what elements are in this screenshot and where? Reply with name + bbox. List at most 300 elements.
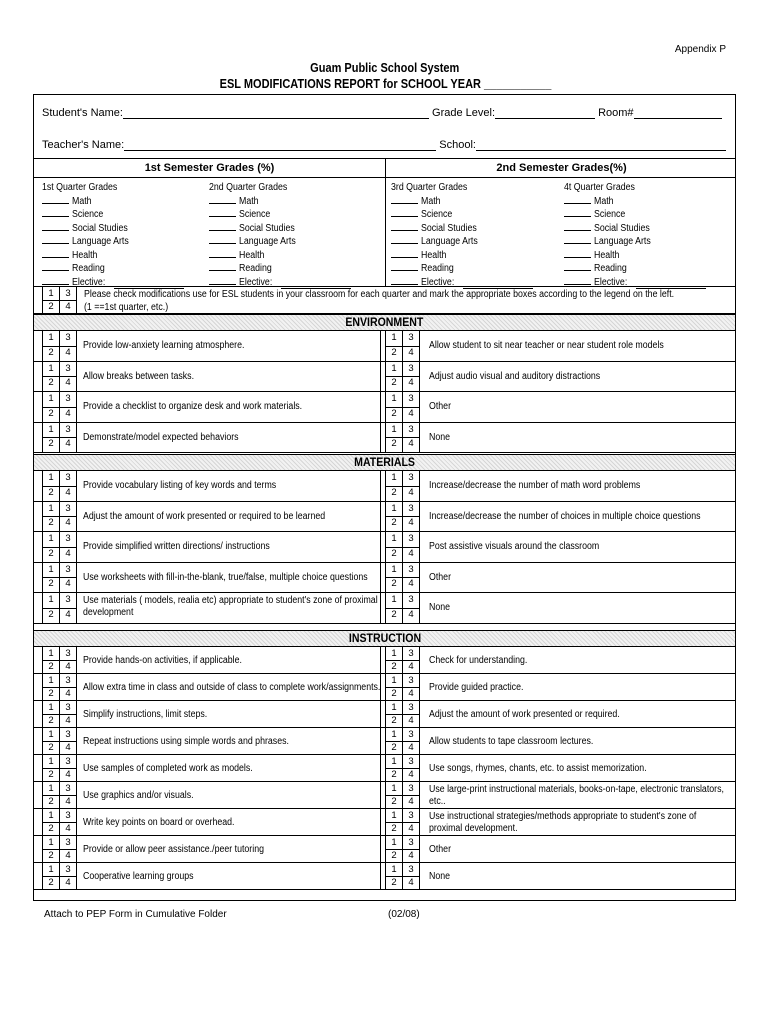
quarter-box-b[interactable]: 3 — [403, 392, 420, 407]
quarter-box-c[interactable]: 2 — [386, 547, 403, 562]
quarter-box-c[interactable]: 2 — [43, 486, 60, 501]
quarter-checkbox-grid — [385, 502, 419, 532]
grade-blank[interactable] — [391, 249, 418, 258]
quarter-box-a[interactable]: 1 — [43, 331, 60, 346]
quarter-box-a[interactable]: 1 — [43, 755, 60, 768]
quarter-box-d[interactable]: 4 — [60, 577, 77, 592]
subject-grade-item — [209, 222, 351, 236]
subject-grade-item — [209, 195, 351, 209]
grade-level-field[interactable] — [495, 107, 595, 119]
quarter-box-c[interactable]: 2 — [43, 795, 60, 808]
quarter-box-c[interactable]: 2 — [43, 687, 60, 700]
quarter-box-c[interactable]: 2 — [386, 876, 403, 889]
quarter-box-d[interactable]: 4 — [403, 849, 420, 862]
subject-grade-item — [564, 208, 706, 222]
modification-right-label: Check for understanding. — [429, 654, 528, 666]
quarter-box-b[interactable]: 3 — [60, 331, 77, 346]
modification-row — [34, 836, 735, 863]
quarter-box-b[interactable]: 3 — [403, 647, 420, 660]
grade-blank[interactable] — [564, 262, 591, 271]
quarter-box-d[interactable]: 4 — [403, 714, 420, 727]
quarter-box-b[interactable]: 3 — [60, 287, 77, 300]
quarter-box-d[interactable]: 4 — [403, 660, 420, 673]
quarter-box-c[interactable]: 2 — [43, 547, 60, 562]
subject-label: Elective: — [594, 276, 628, 288]
modification-left-label: Use samples of completed work as models. — [83, 762, 253, 774]
subject-label: Reading — [421, 263, 454, 274]
quarter-box-c[interactable]: 2 — [386, 660, 403, 673]
quarter-checkbox-grid — [385, 863, 419, 889]
quarter-box-a[interactable]: 1 — [43, 728, 60, 741]
modification-left-label: Provide low-anxiety learning atmosphere. — [83, 340, 245, 352]
grade-blank[interactable] — [42, 195, 69, 204]
quarter-checkbox-grid — [42, 593, 76, 623]
quarter-box-a[interactable]: 1 — [386, 782, 403, 795]
grade-blank[interactable] — [564, 235, 591, 244]
grade-blank[interactable] — [391, 276, 418, 285]
quarter-box-a[interactable]: 1 — [43, 563, 60, 578]
grade-blank[interactable] — [42, 235, 69, 244]
quarter-box-c[interactable]: 2 — [43, 714, 60, 727]
school-field[interactable] — [476, 139, 726, 151]
quarter-box-b[interactable]: 3 — [403, 782, 420, 795]
quarter-box-a[interactable]: 1 — [386, 331, 403, 346]
quarter-box-b[interactable]: 3 — [403, 836, 420, 849]
quarter-box-a[interactable]: 1 — [386, 647, 403, 660]
room-label: Room# — [598, 107, 634, 119]
grade-blank[interactable] — [564, 222, 591, 231]
quarter-box-c[interactable]: 2 — [386, 516, 403, 531]
quarter-box-d[interactable]: 4 — [403, 547, 420, 562]
quarter-box-c[interactable]: 2 — [386, 376, 403, 391]
modification-left-label: Use worksheets with fill-in-the-blank, true/false, multiple choice questions — [83, 571, 368, 583]
grade-blank[interactable] — [209, 249, 236, 258]
quarter-box-a[interactable]: 1 — [43, 471, 60, 486]
grade-blank[interactable] — [391, 222, 418, 231]
second-semester-title: 2nd Semester Grades(%) — [496, 162, 627, 174]
quarter-box-b[interactable]: 3 — [403, 423, 420, 438]
grade-blank[interactable] — [391, 208, 418, 217]
subject-label: Language Arts — [594, 236, 651, 247]
modification-row — [34, 674, 735, 701]
quarter-box-c[interactable]: 2 — [43, 876, 60, 889]
quarter-box-b[interactable]: 3 — [60, 863, 77, 876]
quarter-box-c[interactable]: 2 — [386, 687, 403, 700]
modification-right-label: None — [429, 870, 451, 882]
quarter-box-b[interactable]: 3 — [60, 423, 77, 438]
quarter-box-c[interactable]: 2 — [43, 577, 60, 592]
quarter-box-d[interactable]: 4 — [403, 741, 420, 754]
quarter-box-b[interactable]: 3 — [403, 701, 420, 714]
quarter-box-b[interactable]: 3 — [60, 701, 77, 714]
quarter-box-b[interactable]: 3 — [60, 362, 77, 377]
subject-grade-item — [564, 195, 706, 209]
quarter-checkbox-grid — [42, 647, 76, 673]
quarter-box-b[interactable]: 3 — [60, 836, 77, 849]
quarter-box-a[interactable]: 1 — [386, 423, 403, 438]
subject-grade-item — [391, 235, 533, 249]
quarter-box-c[interactable]: 2 — [386, 608, 403, 623]
grade-blank[interactable] — [564, 195, 591, 204]
quarter-box-b[interactable]: 3 — [60, 471, 77, 486]
school-label: School: — [439, 139, 476, 151]
quarter-box-c[interactable]: 2 — [43, 300, 60, 313]
quarter-box-c[interactable]: 2 — [386, 822, 403, 835]
quarter-column-4 — [564, 181, 706, 289]
quarter-box-d[interactable]: 4 — [403, 346, 420, 361]
subject-grade-item — [42, 262, 184, 276]
grade-blank[interactable] — [209, 222, 236, 231]
quarter-box-c[interactable]: 2 — [43, 407, 60, 422]
subject-label: Science — [594, 209, 626, 220]
legend-instructions: Please check modifications use for ESL students in your classroom for each quarter and mark the appropriate boxes according to the legend on the left. — [84, 289, 675, 300]
quarter-checkbox-grid — [385, 755, 419, 781]
grade-blank[interactable] — [564, 208, 591, 217]
quarter-box-c[interactable]: 2 — [386, 714, 403, 727]
quarter-box-b[interactable]: 3 — [403, 593, 420, 608]
quarter-box-b[interactable]: 3 — [60, 392, 77, 407]
quarter-checkbox-grid — [42, 423, 76, 453]
modification-right-label: None — [429, 602, 451, 614]
quarter-box-c[interactable]: 2 — [43, 849, 60, 862]
quarter-box-b[interactable]: 3 — [403, 502, 420, 517]
quarter-column-3 — [391, 181, 533, 289]
subject-label: Language Arts — [239, 236, 296, 247]
grade-blank[interactable] — [564, 276, 591, 285]
student-name-field[interactable] — [123, 107, 429, 119]
subject-label: Social Studies — [72, 222, 128, 234]
quarter-box-a[interactable]: 1 — [386, 701, 403, 714]
modification-right-label: Increase/decrease the number of choices in multiple choice questions — [429, 510, 701, 522]
quarter-box-b[interactable]: 3 — [60, 502, 77, 517]
grade-blank[interactable] — [209, 262, 236, 271]
quarter-box-a[interactable]: 1 — [43, 674, 60, 687]
grade-blank[interactable] — [42, 222, 69, 231]
modification-row — [34, 532, 735, 563]
subject-label: Health — [239, 249, 265, 261]
quarter-box-a[interactable]: 1 — [386, 755, 403, 768]
quarter-box-c[interactable]: 2 — [43, 437, 60, 452]
quarter-box-b[interactable]: 3 — [60, 647, 77, 660]
subject-label: Language Arts — [421, 236, 478, 247]
subject-label: Health — [421, 249, 447, 261]
modification-left-label: Allow extra time in class and outside of class to complete work/assignments. — [83, 681, 381, 693]
modification-left-label: Demonstrate/model expected behaviors — [83, 431, 239, 443]
section-header-instruction: INSTRUCTION — [34, 630, 735, 647]
quarter-box-b[interactable]: 3 — [60, 532, 77, 547]
quarter-box-a[interactable]: 1 — [43, 423, 60, 438]
teacher-name-field[interactable] — [124, 139, 436, 151]
quarter-box-d[interactable]: 4 — [60, 687, 77, 700]
quarter-box-b[interactable]: 3 — [60, 755, 77, 768]
subject-grade-item — [209, 262, 351, 276]
subject-grade-item — [564, 262, 706, 276]
quarter-checkbox-grid — [42, 532, 76, 562]
legend-row — [34, 286, 735, 314]
quarter-box-d[interactable]: 4 — [403, 437, 420, 452]
quarter-box-b[interactable]: 3 — [60, 809, 77, 822]
subject-label: Science — [421, 209, 453, 220]
subject-label: Social Studies — [594, 222, 650, 234]
quarter-box-c[interactable]: 2 — [386, 486, 403, 501]
subject-label: Elective: — [72, 276, 106, 288]
quarter-checkbox-grid — [42, 362, 76, 392]
quarter-box-d[interactable]: 4 — [60, 407, 77, 422]
grade-blank[interactable] — [391, 195, 418, 204]
quarter-box-b[interactable]: 3 — [403, 728, 420, 741]
quarter-box-b[interactable]: 3 — [60, 674, 77, 687]
quarter-box-c[interactable]: 2 — [43, 741, 60, 754]
quarter-box-d[interactable]: 4 — [403, 687, 420, 700]
subject-grade-item — [209, 249, 351, 263]
quarter-box-a[interactable]: 1 — [43, 647, 60, 660]
quarter-checkbox-grid — [385, 836, 419, 862]
quarter-box-d[interactable]: 4 — [60, 516, 77, 531]
quarter-box-c[interactable]: 2 — [386, 407, 403, 422]
quarter-box-a[interactable]: 1 — [386, 593, 403, 608]
quarter-box-a[interactable]: 1 — [43, 532, 60, 547]
quarter-box-d[interactable]: 4 — [60, 822, 77, 835]
quarter-box-d[interactable]: 4 — [403, 608, 420, 623]
subject-grade-item — [391, 222, 533, 236]
quarter-checkbox-grid — [42, 471, 76, 501]
modification-left-label: Provide hands-on activities, if applicable. — [83, 654, 242, 666]
quarter-box-a[interactable]: 1 — [43, 362, 60, 377]
quarter-box-d[interactable]: 4 — [60, 437, 77, 452]
quarter-box-a[interactable]: 1 — [386, 532, 403, 547]
modification-right-label: Adjust the amount of work presented or required. — [429, 708, 620, 720]
teacher-name-label: Teacher's Name: — [42, 139, 125, 151]
modification-left-label: Allow breaks between tasks. — [83, 370, 195, 382]
quarter-column-2 — [209, 181, 351, 289]
modification-right-label: Increase/decrease the number of math word problems — [429, 480, 641, 492]
modification-left-label: Provide a checklist to organize desk and work materials. — [83, 401, 303, 413]
quarter-box-a[interactable]: 1 — [386, 836, 403, 849]
quarter-box-a[interactable]: 1 — [43, 863, 60, 876]
modification-left-label: Simplify instructions, limit steps. — [83, 708, 208, 720]
modification-right-label: Allow students to tape classroom lectures. — [429, 735, 594, 747]
form-title-line2: ESL MODIFICATIONS REPORT for SCHOOL YEAR ___________ — [219, 77, 551, 91]
quarter-checkbox-grid — [42, 563, 76, 593]
quarter-box-d[interactable]: 4 — [60, 714, 77, 727]
quarter-box-a[interactable]: 1 — [43, 392, 60, 407]
modification-right-label: Other — [429, 401, 452, 413]
quarter-checkbox-grid — [42, 502, 76, 532]
quarter-box-b[interactable]: 3 — [403, 563, 420, 578]
subject-label: Social Studies — [239, 222, 295, 234]
subject-grade-item — [42, 208, 184, 222]
quarter-box-d[interactable]: 4 — [403, 822, 420, 835]
quarter-box-b[interactable]: 3 — [403, 863, 420, 876]
legend-key: (1 ==1st quarter, etc.) — [84, 302, 169, 313]
grade-blank[interactable] — [209, 208, 236, 217]
subject-label: Science — [72, 209, 104, 220]
quarter-box-b[interactable]: 3 — [403, 674, 420, 687]
semester-header-row — [34, 158, 735, 178]
modification-right-label: Allow student to sit near teacher or near student role models — [429, 340, 664, 352]
quarter-box-b[interactable]: 3 — [403, 362, 420, 377]
quarter-box-a[interactable]: 1 — [43, 809, 60, 822]
quarter-box-c[interactable]: 2 — [386, 768, 403, 781]
quarter-box-c[interactable]: 2 — [386, 741, 403, 754]
quarter-checkbox-grid — [385, 532, 419, 562]
quarter-box-b[interactable]: 3 — [403, 532, 420, 547]
quarter-box-d[interactable]: 4 — [60, 660, 77, 673]
modification-right-label: Post assistive visuals around the classroom — [429, 541, 600, 553]
quarter-title: 4t Quarter Grades — [564, 182, 635, 193]
grade-blank[interactable] — [391, 235, 418, 244]
quarter-box-d[interactable]: 4 — [60, 849, 77, 862]
modification-right-label: None — [429, 431, 451, 443]
quarter-title: 1st Quarter Grades — [42, 182, 118, 193]
modification-right-label: Provide guided practice. — [429, 681, 524, 693]
quarter-box-d[interactable]: 4 — [60, 300, 77, 313]
quarter-box-a[interactable]: 1 — [43, 782, 60, 795]
footer-note: Attach to PEP Form in Cumulative Folder — [44, 909, 227, 920]
subject-grade-item — [42, 222, 184, 236]
quarter-box-c[interactable]: 2 — [43, 768, 60, 781]
quarter-box-d[interactable]: 4 — [60, 547, 77, 562]
quarter-box-c[interactable]: 2 — [43, 822, 60, 835]
modification-row — [34, 423, 735, 454]
quarter-box-b[interactable]: 3 — [60, 782, 77, 795]
quarter-box-d[interactable]: 4 — [403, 876, 420, 889]
grade-blank[interactable] — [42, 262, 69, 271]
quarter-box-d[interactable]: 4 — [403, 376, 420, 391]
modification-right-label: Adjust audio visual and auditory distractions — [429, 370, 601, 382]
subject-label: Language Arts — [72, 236, 129, 247]
grade-blank[interactable] — [42, 249, 69, 258]
quarter-box-c[interactable]: 2 — [43, 660, 60, 673]
quarter-box-b[interactable]: 3 — [403, 471, 420, 486]
first-semester-title: 1st Semester Grades (%) — [144, 162, 275, 174]
quarter-box-d[interactable]: 4 — [60, 876, 77, 889]
quarter-box-a[interactable]: 1 — [386, 392, 403, 407]
room-field[interactable] — [634, 107, 722, 119]
quarter-box-d[interactable]: 4 — [60, 376, 77, 391]
subject-grade-item — [42, 195, 184, 209]
grade-blank[interactable] — [42, 208, 69, 217]
modification-row — [34, 362, 735, 393]
quarter-box-a[interactable]: 1 — [386, 502, 403, 517]
quarter-box-a[interactable]: 1 — [43, 593, 60, 608]
subject-grade-item — [391, 249, 533, 263]
quarter-column-1 — [42, 181, 184, 289]
grade-blank[interactable] — [42, 276, 69, 285]
subject-grade-item — [564, 222, 706, 236]
quarter-box-d[interactable]: 4 — [60, 768, 77, 781]
student-info-line — [42, 107, 727, 119]
quarter-box-a[interactable]: 1 — [386, 809, 403, 822]
quarter-box-d[interactable]: 4 — [403, 795, 420, 808]
quarter-box-b[interactable]: 3 — [60, 593, 77, 608]
quarter-box-d[interactable]: 4 — [403, 486, 420, 501]
quarter-box-c[interactable]: 2 — [386, 849, 403, 862]
quarter-checkbox-grid — [42, 674, 76, 700]
quarter-box-b[interactable]: 3 — [403, 809, 420, 822]
quarter-box-d[interactable]: 4 — [60, 346, 77, 361]
quarter-checkbox-grid — [385, 362, 419, 392]
subject-label: Elective: — [421, 276, 455, 288]
quarter-checkbox-grid — [385, 471, 419, 501]
modification-row — [34, 728, 735, 755]
quarter-box-c[interactable]: 2 — [43, 346, 60, 361]
quarter-box-c[interactable]: 2 — [386, 577, 403, 592]
quarter-box-d[interactable]: 4 — [60, 486, 77, 501]
modification-row — [34, 755, 735, 782]
quarter-box-a[interactable]: 1 — [386, 563, 403, 578]
quarter-box-a[interactable]: 1 — [386, 471, 403, 486]
footer-date: (02/08) — [388, 909, 420, 920]
quarter-box-c[interactable]: 2 — [43, 608, 60, 623]
quarter-box-a[interactable]: 1 — [386, 728, 403, 741]
modification-right-label: Other — [429, 571, 452, 583]
modification-right-label: Use songs, rhymes, chants, etc. to assist memorization. — [429, 762, 647, 774]
grade-blank[interactable] — [391, 262, 418, 271]
quarter-box-a[interactable]: 1 — [386, 674, 403, 687]
quarter-checkbox-grid — [385, 392, 419, 422]
grade-blank[interactable] — [209, 235, 236, 244]
modification-row — [34, 863, 735, 890]
modification-left-label: Use materials ( models, realia etc) appropriate to student's zone of proximal development — [83, 595, 378, 618]
modification-left-label: Cooperative learning groups — [83, 870, 194, 882]
quarter-box-c[interactable]: 2 — [43, 516, 60, 531]
quarter-box-d[interactable]: 4 — [403, 516, 420, 531]
grade-blank[interactable] — [209, 276, 236, 285]
modification-left-label: Provide vocabulary listing of key words and terms — [83, 480, 277, 492]
quarter-box-c[interactable]: 2 — [43, 376, 60, 391]
modification-row — [34, 701, 735, 728]
quarter-box-d[interactable]: 4 — [60, 608, 77, 623]
form-body — [33, 94, 736, 901]
modification-row — [34, 471, 735, 502]
quarter-box-b[interactable]: 3 — [403, 331, 420, 346]
appendix-label: Appendix P — [674, 44, 726, 55]
quarter-box-a[interactable]: 1 — [43, 701, 60, 714]
quarter-checkbox-grid — [42, 331, 76, 361]
quarter-box-d[interactable]: 4 — [403, 577, 420, 592]
quarter-box-c[interactable]: 2 — [386, 795, 403, 808]
grade-blank[interactable] — [564, 249, 591, 258]
quarter-box-a[interactable]: 1 — [386, 863, 403, 876]
section-header-environment: ENVIRONMENT — [34, 314, 735, 331]
subject-grade-item — [209, 208, 351, 222]
subject-label: Elective: — [239, 276, 273, 288]
quarter-box-a[interactable]: 1 — [43, 502, 60, 517]
quarter-box-d[interactable]: 4 — [60, 795, 77, 808]
quarter-box-b[interactable]: 3 — [60, 563, 77, 578]
quarter-checkbox-grid — [42, 782, 76, 808]
quarter-box-d[interactable]: 4 — [60, 741, 77, 754]
quarter-box-d[interactable]: 4 — [403, 407, 420, 422]
quarter-box-d[interactable]: 4 — [403, 768, 420, 781]
quarter-box-a[interactable]: 1 — [386, 362, 403, 377]
subject-label: Math — [239, 195, 259, 207]
quarter-box-c[interactable]: 2 — [386, 437, 403, 452]
quarter-box-a[interactable]: 1 — [43, 836, 60, 849]
quarter-box-c[interactable]: 2 — [386, 346, 403, 361]
grade-blank[interactable] — [209, 195, 236, 204]
quarter-box-a[interactable]: 1 — [43, 287, 60, 300]
subject-label: Reading — [72, 263, 105, 274]
quarter-box-b[interactable]: 3 — [60, 728, 77, 741]
subject-label: Health — [594, 249, 620, 261]
subject-label: Social Studies — [421, 222, 477, 234]
grade-level-label: Grade Level: — [432, 107, 496, 119]
quarter-checkbox-grid — [385, 331, 419, 361]
quarter-box-b[interactable]: 3 — [403, 755, 420, 768]
quarter-checkbox-grid — [385, 809, 419, 835]
